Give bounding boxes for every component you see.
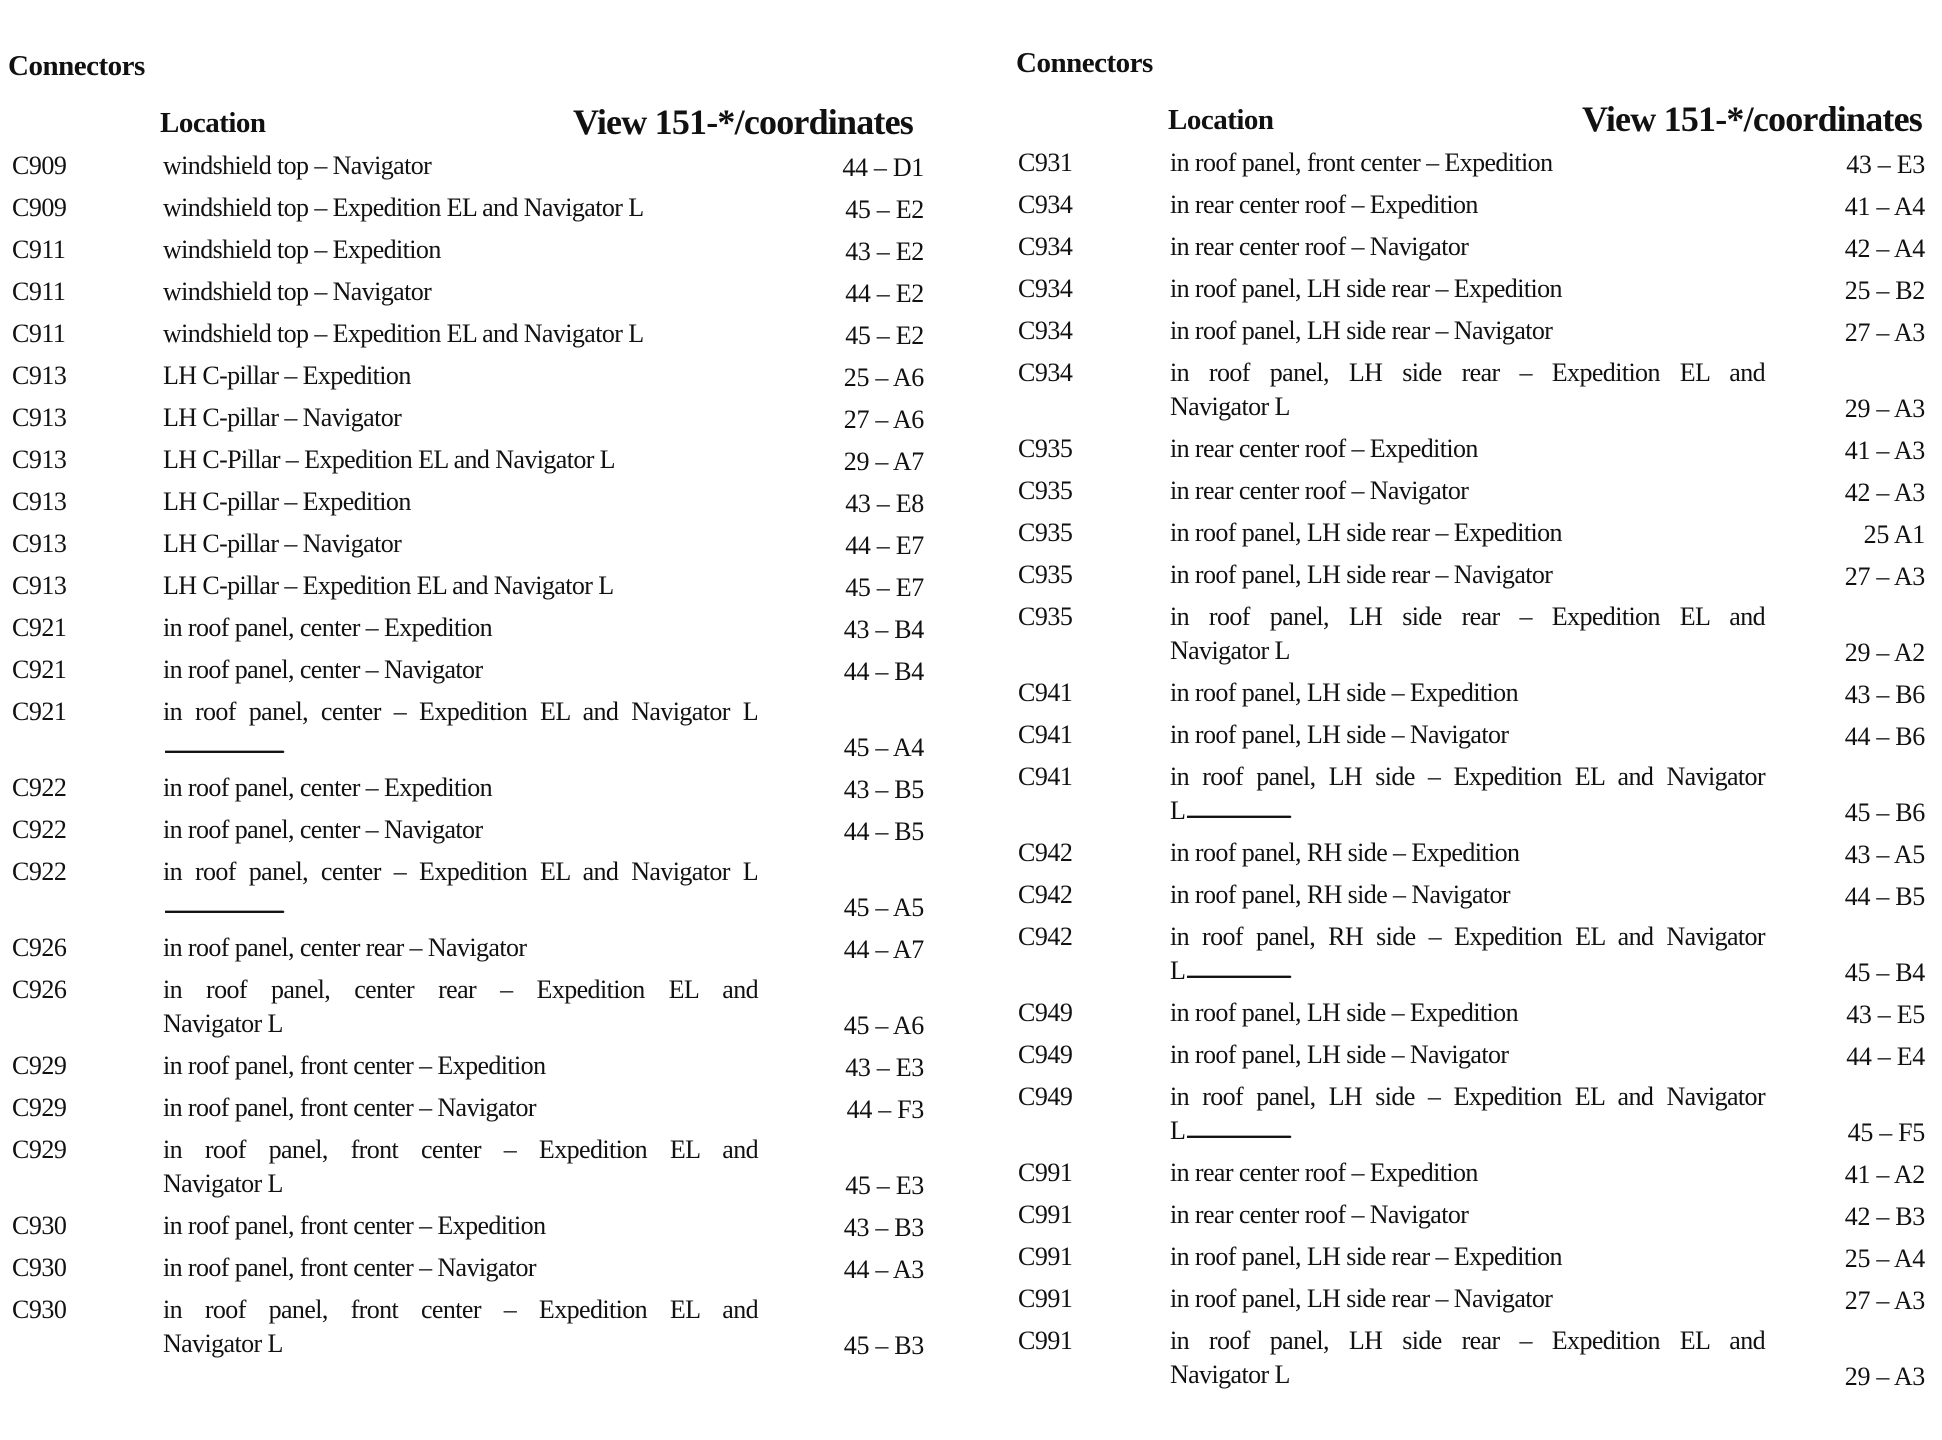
location-line: . . . in roof panel, LH side rear – Navigator bbox=[1170, 1282, 1767, 1316]
location-cell bbox=[1170, 600, 1767, 668]
location-line: . . . LH C-pillar – Navigator bbox=[163, 527, 760, 561]
location-cell bbox=[1170, 188, 1767, 222]
location-cell bbox=[163, 813, 760, 847]
location-cell bbox=[163, 973, 760, 1041]
view-coordinates: 45 – F5 bbox=[1847, 1118, 1925, 1147]
view-coordinates: 27 – A6 bbox=[843, 405, 924, 434]
view-coordinates: 45 – E3 bbox=[845, 1171, 924, 1200]
location-line: . . . in rear center roof – Navigator bbox=[1170, 474, 1767, 508]
location-line: . . . in roof panel, front center – Expedition bbox=[1170, 146, 1767, 180]
location-line: . . . windshield top – Navigator bbox=[163, 275, 760, 309]
location-line: . . . in rear center roof – Navigator bbox=[1170, 1198, 1767, 1232]
view-coordinates: 29 – A3 bbox=[1844, 1362, 1925, 1391]
view-coordinates: 44 – E2 bbox=[845, 279, 924, 308]
connector-code: C922 bbox=[12, 857, 67, 886]
view-coordinates: 45 – E7 bbox=[845, 573, 924, 602]
connector-code: C909 bbox=[12, 151, 67, 180]
table-row bbox=[12, 1049, 924, 1091]
location-cell bbox=[1170, 760, 1767, 828]
location-line: . . . windshield top – Expedition bbox=[163, 233, 760, 267]
table-row bbox=[1018, 1282, 1923, 1324]
location-cell bbox=[163, 149, 760, 183]
location-cell bbox=[1170, 836, 1767, 870]
table-row bbox=[12, 931, 924, 973]
location-cell bbox=[163, 771, 760, 805]
connector-code: C935 bbox=[1018, 434, 1073, 463]
location-line: . . . in roof panel, center – Expedition bbox=[163, 611, 760, 645]
table-row bbox=[12, 695, 924, 771]
location-line: . . . in roof panel, front center – Expedition bbox=[163, 1209, 760, 1243]
connector-code: C921 bbox=[12, 697, 67, 726]
location-line: . . . in roof panel, LH side rear – Navigator bbox=[1170, 558, 1767, 592]
table-row bbox=[12, 485, 924, 527]
connector-code: C934 bbox=[1018, 358, 1073, 387]
location-cell bbox=[163, 569, 760, 603]
table-row bbox=[12, 527, 924, 569]
table-row bbox=[12, 569, 924, 611]
location-cell bbox=[1170, 1156, 1767, 1190]
location-line: . . . LH C-pillar – Expedition EL and Navigator L bbox=[163, 569, 760, 603]
view-coordinates: 45 – B6 bbox=[1844, 798, 1925, 827]
location-line: . . . windshield top – Expedition EL and Navigator L bbox=[163, 191, 760, 225]
table-row bbox=[1018, 996, 1923, 1038]
location-cell bbox=[1170, 718, 1767, 752]
location-line: . . . in roof panel, RH side – Navigator bbox=[1170, 878, 1767, 912]
connector-code: C942 bbox=[1018, 922, 1073, 951]
location-line: . . . in roof panel, LH side – Navigator bbox=[1170, 1038, 1767, 1072]
location-cell bbox=[163, 653, 760, 687]
location-line: . . . windshield top – Navigator bbox=[163, 149, 760, 183]
location-cell bbox=[163, 401, 760, 435]
table-row bbox=[12, 611, 924, 653]
table-row bbox=[12, 149, 924, 191]
connector-code: C913 bbox=[12, 445, 67, 474]
table-row bbox=[12, 813, 924, 855]
location-line: . . . L bbox=[1170, 954, 1767, 988]
location-cell bbox=[1170, 676, 1767, 710]
location-cell bbox=[1170, 1240, 1767, 1274]
table-row bbox=[1018, 760, 1923, 836]
table-row bbox=[1018, 432, 1923, 474]
table-row bbox=[1018, 474, 1923, 516]
location-line: in roof panel, LH side – Expedition EL and Navigator bbox=[1170, 762, 1765, 791]
location-cell bbox=[1170, 474, 1767, 508]
view-coordinates: 43 – B4 bbox=[843, 615, 924, 644]
table-row bbox=[12, 1209, 924, 1251]
connector-code: C913 bbox=[12, 571, 67, 600]
location-line: . . . in roof panel, LH side – Navigator bbox=[1170, 718, 1767, 752]
view-coordinates: 43 – E8 bbox=[845, 489, 924, 518]
view-coordinates: 45 – A5 bbox=[843, 893, 924, 922]
view-coordinates: 44 – E4 bbox=[1846, 1042, 1925, 1071]
connector-table bbox=[12, 149, 924, 1369]
connector-code: C909 bbox=[12, 193, 67, 222]
location-line: . . . in rear center roof – Expedition bbox=[1170, 188, 1767, 222]
view-coordinates: 43 – A5 bbox=[1844, 840, 1925, 869]
table-row bbox=[1018, 558, 1923, 600]
connector-code: C930 bbox=[12, 1211, 67, 1240]
location-line: . . . Navigator L bbox=[163, 1327, 760, 1361]
location-line: in roof panel, front center – Expedition EL and bbox=[163, 1295, 758, 1324]
connector-code: C934 bbox=[1018, 316, 1073, 345]
connector-code: C991 bbox=[1018, 1284, 1073, 1313]
view-coordinates: 25 – A6 bbox=[843, 363, 924, 392]
view-coordinates: 43 – B3 bbox=[843, 1213, 924, 1242]
view-coordinates: 43 – B5 bbox=[843, 775, 924, 804]
table-row bbox=[12, 317, 924, 359]
connector-code: C991 bbox=[1018, 1200, 1073, 1229]
connector-code: C913 bbox=[12, 361, 67, 390]
location-cell bbox=[163, 527, 760, 561]
view-coordinates: 44 – F3 bbox=[846, 1095, 924, 1124]
table-row bbox=[12, 653, 924, 695]
table-row bbox=[1018, 836, 1923, 878]
table-row bbox=[12, 359, 924, 401]
location-line: in roof panel, center rear – Expedition EL and bbox=[163, 975, 758, 1004]
connector-code: C935 bbox=[1018, 476, 1073, 505]
location-cell bbox=[1170, 1198, 1767, 1232]
location-line: . . . in roof panel, LH side rear – Navigator bbox=[1170, 314, 1767, 348]
view-coordinates: 41 – A4 bbox=[1844, 192, 1925, 221]
location-cell bbox=[1170, 878, 1767, 912]
location-line: . . . Navigator L bbox=[1170, 390, 1767, 424]
location-line: in roof panel, LH side rear – Expedition EL and bbox=[1170, 1326, 1765, 1355]
connector-code: C929 bbox=[12, 1093, 67, 1122]
location-cell bbox=[163, 695, 760, 763]
view-coordinates: 43 – E3 bbox=[845, 1053, 924, 1082]
connector-code: C934 bbox=[1018, 190, 1073, 219]
connector-table bbox=[1018, 146, 1923, 1400]
location-line: . . . LH C-pillar – Expedition bbox=[163, 359, 760, 393]
location-line: in roof panel, LH side rear – Expedition EL and bbox=[1170, 358, 1765, 387]
location-line: . . . in roof panel, front center – Navigator bbox=[163, 1091, 760, 1125]
location-cell bbox=[163, 1049, 760, 1083]
view-coordinates: 29 – A3 bbox=[1844, 394, 1925, 423]
view-coordinates: 43 – B6 bbox=[1844, 680, 1925, 709]
location-cell bbox=[1170, 558, 1767, 592]
view-coordinates: 45 – A6 bbox=[843, 1011, 924, 1040]
location-cell bbox=[163, 443, 760, 477]
connector-code: C935 bbox=[1018, 602, 1073, 631]
connector-code: C991 bbox=[1018, 1242, 1073, 1271]
location-cell bbox=[163, 191, 760, 225]
location-cell bbox=[1170, 920, 1767, 988]
location-cell bbox=[1170, 432, 1767, 466]
connector-code: C949 bbox=[1018, 1040, 1073, 1069]
table-row bbox=[1018, 272, 1923, 314]
view-coordinates: 44 – D1 bbox=[842, 153, 924, 182]
connector-code: C929 bbox=[12, 1135, 67, 1164]
location-line: . . . Navigator L bbox=[163, 1007, 760, 1041]
view-coordinates: 45 – E2 bbox=[845, 321, 924, 350]
connector-code: C942 bbox=[1018, 838, 1073, 867]
location-line: in roof panel, front center – Expedition EL and bbox=[163, 1135, 758, 1164]
table-row bbox=[1018, 516, 1923, 558]
location-cell bbox=[163, 1293, 760, 1361]
view-coordinates: 44 – A7 bbox=[843, 935, 924, 964]
location-line: . . . LH C-pillar – Navigator bbox=[163, 401, 760, 435]
location-cell bbox=[1170, 1038, 1767, 1072]
table-row bbox=[1018, 1038, 1923, 1080]
location-line: . . . in rear center roof – Expedition bbox=[1170, 432, 1767, 466]
view-coordinates: 29 – A2 bbox=[1844, 638, 1925, 667]
connector-code: C991 bbox=[1018, 1326, 1073, 1355]
view-coordinates: 45 – B4 bbox=[1844, 958, 1925, 987]
table-row bbox=[12, 1251, 924, 1293]
connector-code: C931 bbox=[1018, 148, 1073, 177]
location-line: . . . in roof panel, LH side – Expedition bbox=[1170, 676, 1767, 710]
view-coordinates: 43 – E3 bbox=[1846, 150, 1925, 179]
table-row bbox=[1018, 1080, 1923, 1156]
connector-code: C929 bbox=[12, 1051, 67, 1080]
view-coordinates: 45 – B3 bbox=[843, 1331, 924, 1360]
connector-code: C941 bbox=[1018, 678, 1073, 707]
table-row bbox=[12, 855, 924, 931]
view-coordinates-header: View 151-*/coordinates bbox=[1581, 99, 1922, 139]
table-row bbox=[12, 1293, 924, 1369]
table-row bbox=[1018, 676, 1923, 718]
view-coordinates: 44 – B5 bbox=[1844, 882, 1925, 911]
connector-code: C934 bbox=[1018, 232, 1073, 261]
table-row bbox=[1018, 718, 1923, 760]
connector-code: C922 bbox=[12, 815, 67, 844]
connector-code: C949 bbox=[1018, 1082, 1073, 1111]
connector-code: C913 bbox=[12, 487, 67, 516]
location-line: in roof panel, RH side – Expedition EL and Navigator bbox=[1170, 922, 1765, 951]
table-row bbox=[12, 1133, 924, 1209]
view-coordinates: 44 – B4 bbox=[843, 657, 924, 686]
location-line: . . . in roof panel, front center – Navigator bbox=[163, 1251, 760, 1285]
connector-code: C911 bbox=[12, 277, 66, 306]
view-coordinates: 41 – A2 bbox=[1844, 1160, 1925, 1189]
connector-code: C922 bbox=[12, 773, 67, 802]
location-cell bbox=[1170, 516, 1767, 550]
table-row bbox=[12, 401, 924, 443]
connector-code: C921 bbox=[12, 613, 67, 642]
location-cell bbox=[1170, 356, 1767, 424]
view-coordinates: 44 – E7 bbox=[845, 531, 924, 560]
section-title: Connectors bbox=[1016, 47, 1153, 79]
location-cell bbox=[163, 233, 760, 267]
table-row bbox=[12, 1091, 924, 1133]
location-line: . . . in roof panel, center – Navigator bbox=[163, 813, 760, 847]
connector-code: C934 bbox=[1018, 274, 1073, 303]
view-coordinates: 44 – A3 bbox=[843, 1255, 924, 1284]
view-coordinates: 25 A1 bbox=[1863, 520, 1925, 549]
location-line: . . . in roof panel, front center – Expedition bbox=[163, 1049, 760, 1083]
location-line: . . . L bbox=[1170, 794, 1767, 828]
location-line: . . . L bbox=[1170, 1114, 1767, 1148]
location-line bbox=[163, 729, 760, 763]
connector-code: C911 bbox=[12, 319, 66, 348]
table-row bbox=[12, 191, 924, 233]
view-coordinates: 27 – A3 bbox=[1844, 1286, 1925, 1315]
view-coordinates: 27 – A3 bbox=[1844, 562, 1925, 591]
connector-code: C913 bbox=[12, 529, 67, 558]
location-line: . . . in roof panel, center rear – Navigator bbox=[163, 931, 760, 965]
view-coordinates: 29 – A7 bbox=[843, 447, 924, 476]
table-row bbox=[1018, 600, 1923, 676]
connector-code: C930 bbox=[12, 1253, 67, 1282]
location-cell bbox=[1170, 146, 1767, 180]
location-cell bbox=[1170, 230, 1767, 264]
view-coordinates: 44 – B6 bbox=[1844, 722, 1925, 751]
location-line: . . . in roof panel, center – Navigator bbox=[163, 653, 760, 687]
view-coordinates: 42 – A4 bbox=[1844, 234, 1925, 263]
location-line: . . . Navigator L bbox=[1170, 634, 1767, 668]
location-cell bbox=[163, 275, 760, 309]
location-cell bbox=[1170, 1080, 1767, 1148]
table-row bbox=[12, 233, 924, 275]
location-cell bbox=[1170, 314, 1767, 348]
connector-code: C913 bbox=[12, 403, 67, 432]
location-cell bbox=[163, 1133, 760, 1201]
connector-code: C911 bbox=[12, 235, 66, 264]
location-line: . . . in roof panel, RH side – Expedition bbox=[1170, 836, 1767, 870]
location-line: . . . in rear center roof – Navigator bbox=[1170, 230, 1767, 264]
location-line: . . . in roof panel, center – Expedition bbox=[163, 771, 760, 805]
location-cell bbox=[163, 611, 760, 645]
table-row bbox=[1018, 188, 1923, 230]
location-line: . . . Navigator L bbox=[1170, 1358, 1767, 1392]
view-coordinates: 27 – A3 bbox=[1844, 318, 1925, 347]
connector-code: C935 bbox=[1018, 518, 1073, 547]
location-cell bbox=[163, 931, 760, 965]
view-coordinates-header: View 151-*/coordinates bbox=[572, 102, 913, 142]
connector-code: C942 bbox=[1018, 880, 1073, 909]
connector-code: C991 bbox=[1018, 1158, 1073, 1187]
table-row bbox=[1018, 230, 1923, 272]
view-coordinates: 44 – B5 bbox=[843, 817, 924, 846]
connector-code: C935 bbox=[1018, 560, 1073, 589]
location-line: . . . in roof panel, LH side rear – Expedition bbox=[1170, 272, 1767, 306]
location-line: in roof panel, LH side – Expedition EL and Navigator bbox=[1170, 1082, 1765, 1111]
location-line: in roof panel, center – Expedition EL and Navigator L bbox=[163, 857, 758, 886]
location-line: . . . LH C-pillar – Expedition bbox=[163, 485, 760, 519]
location-line: . . . Navigator L bbox=[163, 1167, 760, 1201]
location-line: . . . in roof panel, LH side rear – Expedition bbox=[1170, 516, 1767, 550]
location-cell bbox=[1170, 272, 1767, 306]
location-cell bbox=[163, 1091, 760, 1125]
table-row bbox=[12, 771, 924, 813]
table-row bbox=[1018, 878, 1923, 920]
connector-code: C921 bbox=[12, 655, 67, 684]
location-cell bbox=[163, 485, 760, 519]
view-coordinates: 43 – E2 bbox=[845, 237, 924, 266]
location-line: . . . LH C-Pillar – Expedition EL and Navigator L bbox=[163, 443, 760, 477]
location-line: . . . windshield top – Expedition EL and Navigator L bbox=[163, 317, 760, 351]
view-coordinates: 45 – A4 bbox=[843, 733, 924, 762]
location-cell bbox=[1170, 1324, 1767, 1392]
location-cell bbox=[163, 359, 760, 393]
location-line: . . . in roof panel, LH side – Expedition bbox=[1170, 996, 1767, 1030]
connector-code: C926 bbox=[12, 933, 67, 962]
view-coordinates: 42 – A3 bbox=[1844, 478, 1925, 507]
view-coordinates: 42 – B3 bbox=[1844, 1202, 1925, 1231]
view-coordinates: 45 – E2 bbox=[845, 195, 924, 224]
location-line: . . . in roof panel, LH side rear – Expedition bbox=[1170, 1240, 1767, 1274]
view-coordinates: 43 – E5 bbox=[1846, 1000, 1925, 1029]
location-header: Location bbox=[1168, 104, 1274, 136]
connector-code: C949 bbox=[1018, 998, 1073, 1027]
connector-code: C941 bbox=[1018, 720, 1073, 749]
view-coordinates: 25 – B2 bbox=[1844, 276, 1925, 305]
location-cell bbox=[163, 1209, 760, 1243]
location-cell bbox=[1170, 996, 1767, 1030]
location-cell bbox=[163, 1251, 760, 1285]
table-row bbox=[12, 973, 924, 1049]
table-row bbox=[1018, 356, 1923, 432]
view-coordinates: 25 – A4 bbox=[1844, 1244, 1925, 1273]
table-row bbox=[12, 275, 924, 317]
connector-code: C941 bbox=[1018, 762, 1073, 791]
location-cell bbox=[1170, 1282, 1767, 1316]
table-row bbox=[1018, 1156, 1923, 1198]
view-coordinates: 41 – A3 bbox=[1844, 436, 1925, 465]
section-title: Connectors bbox=[8, 50, 145, 82]
location-header: Location bbox=[160, 107, 266, 139]
table-row bbox=[1018, 314, 1923, 356]
location-cell bbox=[163, 855, 760, 923]
table-row bbox=[12, 443, 924, 485]
location-line: . . . in rear center roof – Expedition bbox=[1170, 1156, 1767, 1190]
table-row bbox=[1018, 1240, 1923, 1282]
table-row bbox=[1018, 1324, 1923, 1400]
location-line: in roof panel, center – Expedition EL and Navigator L bbox=[163, 697, 758, 726]
table-row bbox=[1018, 920, 1923, 996]
connector-code: C926 bbox=[12, 975, 67, 1004]
location-cell bbox=[163, 317, 760, 351]
table-row bbox=[1018, 1198, 1923, 1240]
location-line bbox=[163, 889, 760, 923]
table-row bbox=[1018, 146, 1923, 188]
connector-code: C930 bbox=[12, 1295, 67, 1324]
location-line: in roof panel, LH side rear – Expedition EL and bbox=[1170, 602, 1765, 631]
